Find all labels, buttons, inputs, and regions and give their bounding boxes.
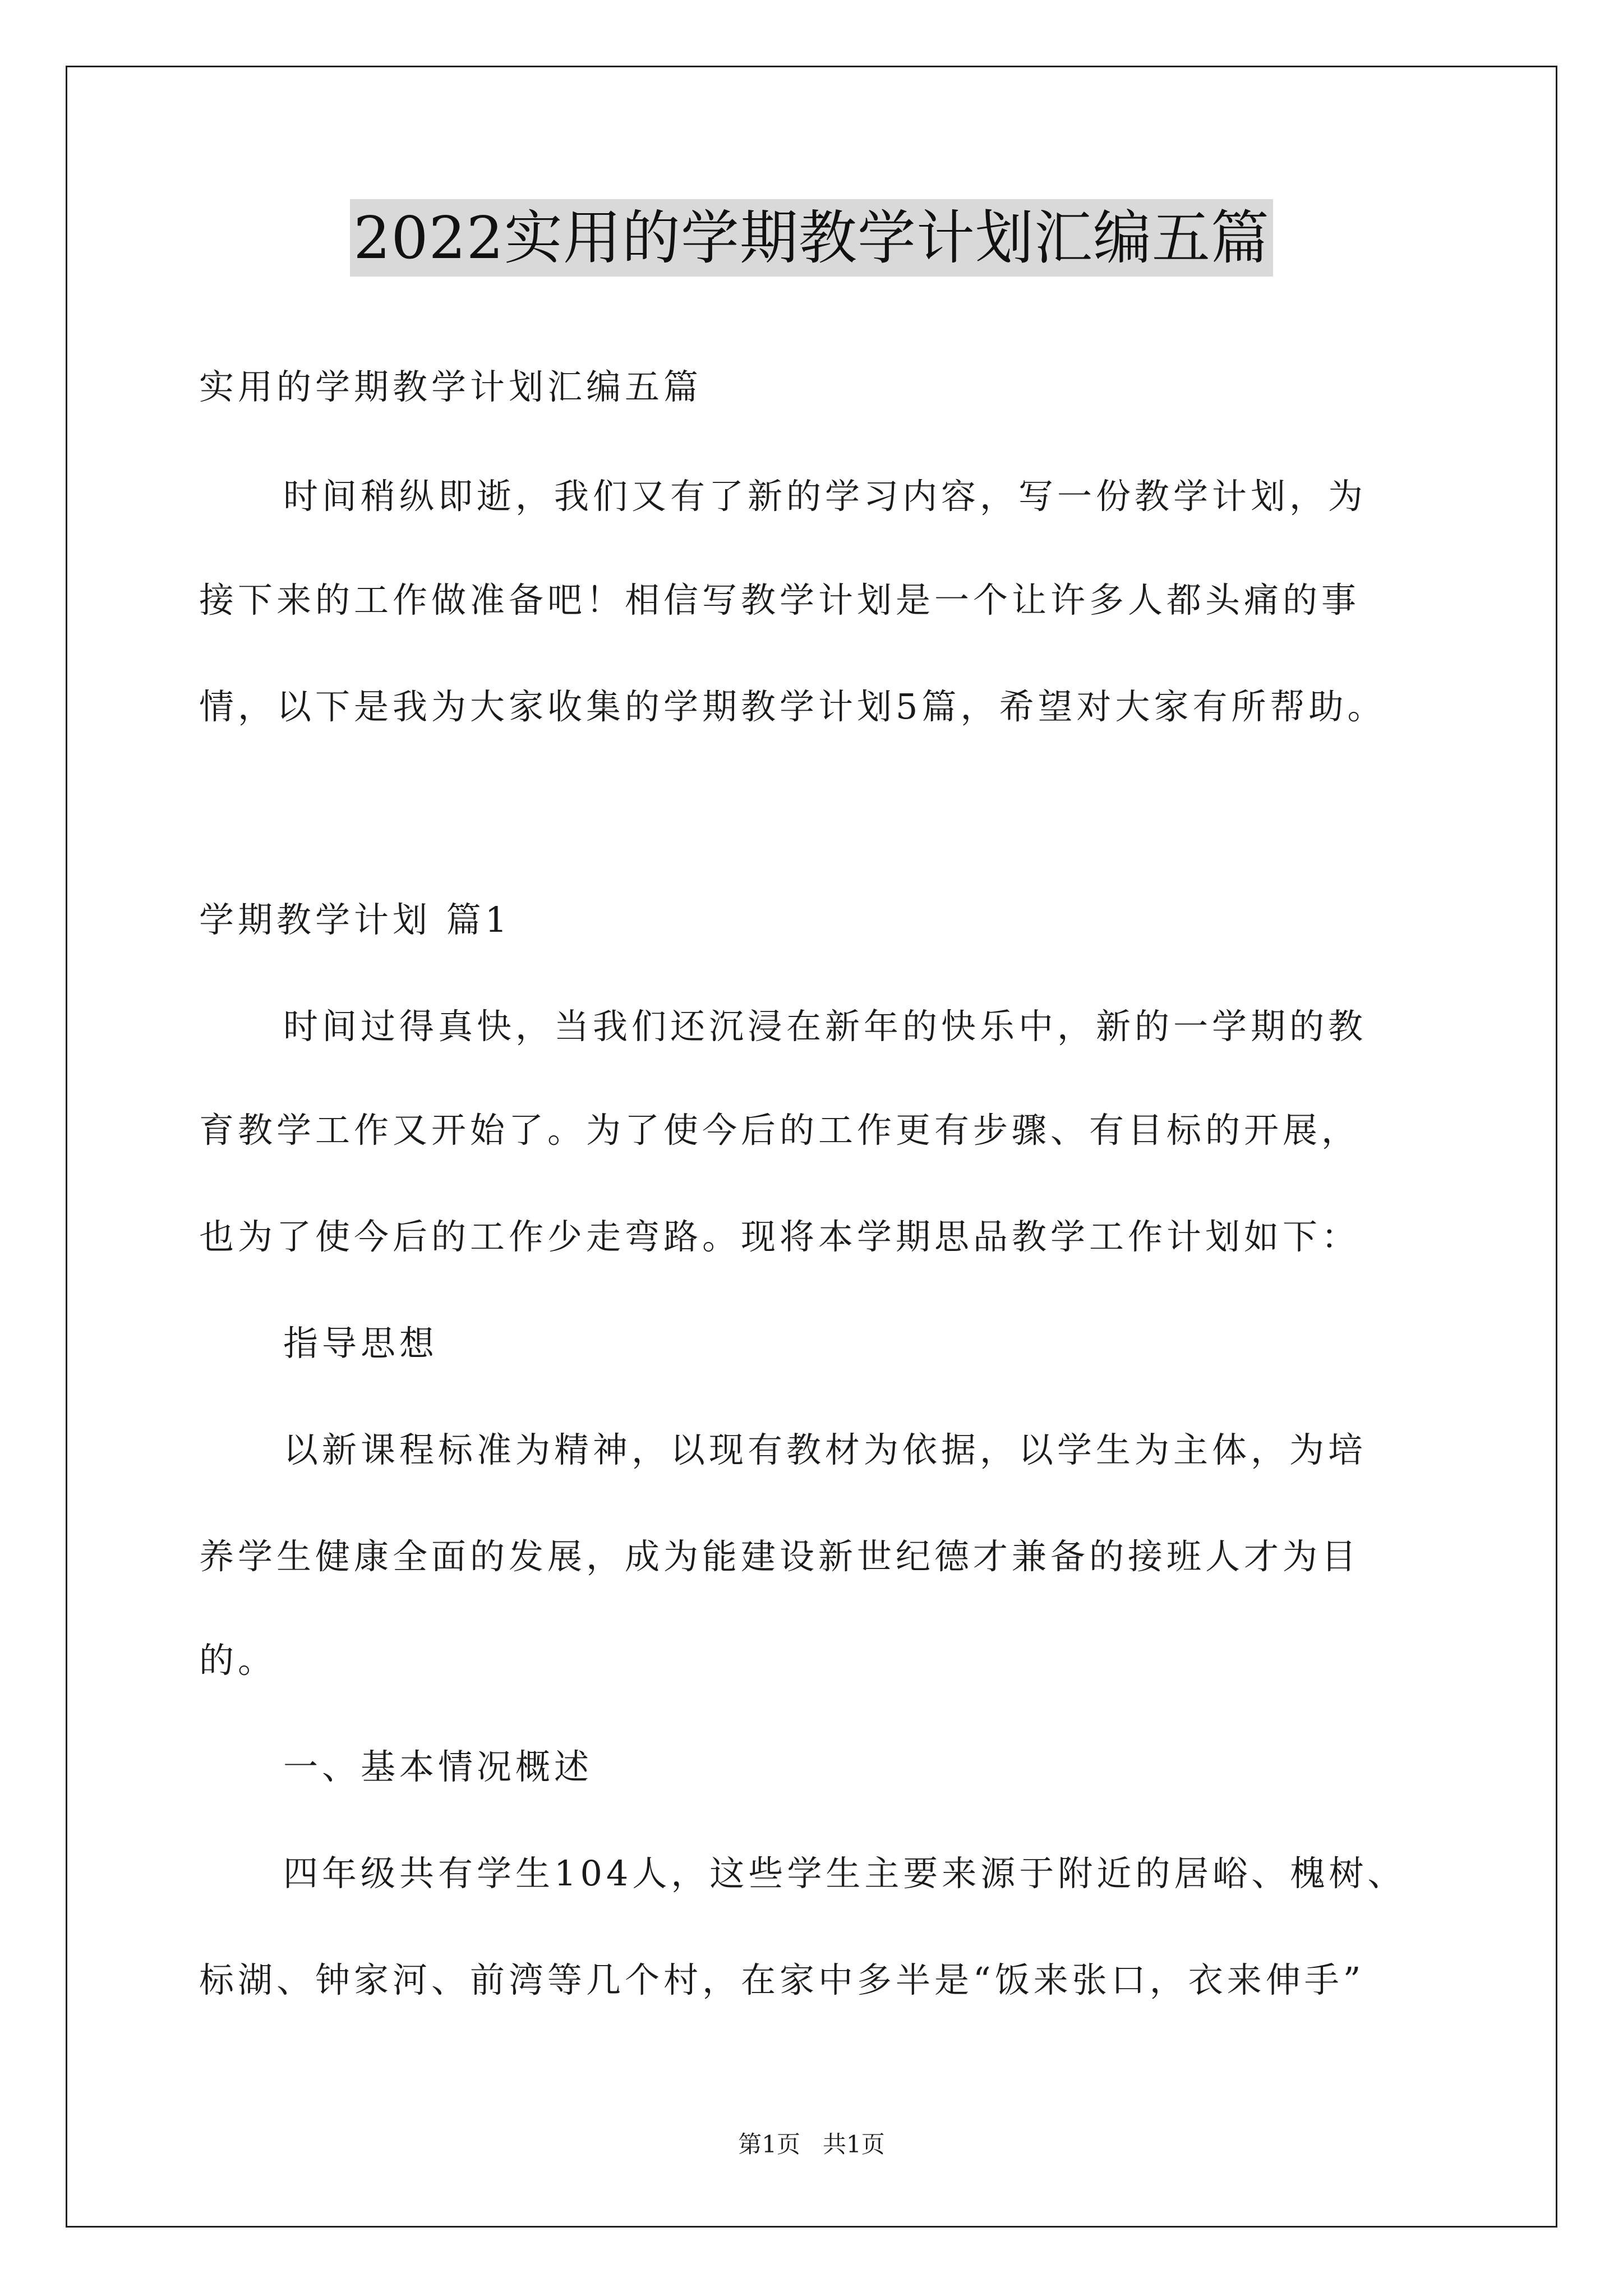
paragraph-line: 四年级共有学生104人，这些学生主要来源于附近的居峪、槐树、	[283, 1853, 1407, 1894]
document-title: 2022实用的学期教学计划汇编五篇	[350, 199, 1273, 277]
subtitle-line: 实用的学期教学计划汇编五篇	[199, 366, 703, 407]
paragraph-line: 育教学工作又开始了。为了使今后的工作更有步骤、有目标的开展，	[199, 1110, 1361, 1151]
subheading-line: 指导思想	[283, 1323, 439, 1364]
page-number-footer: 第1页 共1页	[738, 2131, 885, 2158]
paragraph-line: 时间稍纵即逝，我们又有了新的学习内容，写一份教学计划，为	[283, 476, 1367, 517]
paragraph-line: 养学生健康全面的发展，成为能建设新世纪德才兼备的接班人才为目	[199, 1536, 1361, 1577]
paragraph-line: 情，以下是我为大家收集的学期教学计划5篇，希望对大家有所帮助。	[199, 686, 1386, 727]
paragraph-line: 也为了使今后的工作少走弯路。现将本学期思品教学工作计划如下：	[199, 1216, 1361, 1257]
subheading-line: 一、基本情况概述	[283, 1746, 593, 1787]
paragraph-line: 接下来的工作做准备吧！相信写教学计划是一个让许多人都头痛的事	[199, 579, 1361, 620]
paragraph-line: 的。	[199, 1640, 277, 1681]
paragraph-line: 时间过得真快，当我们还沉浸在新年的快乐中，新的一学期的教	[283, 1006, 1367, 1047]
paragraph-line: 以新课程标准为精神，以现有教材为依据，以学生为主体，为培	[283, 1429, 1367, 1470]
title-container	[0, 199, 1623, 277]
paragraph-line: 标湖、钟家河、前湾等几个村，在家中多半是“饭来张口，衣来伸手”	[199, 1959, 1365, 2000]
section-heading: 学期教学计划 篇1	[199, 899, 511, 940]
